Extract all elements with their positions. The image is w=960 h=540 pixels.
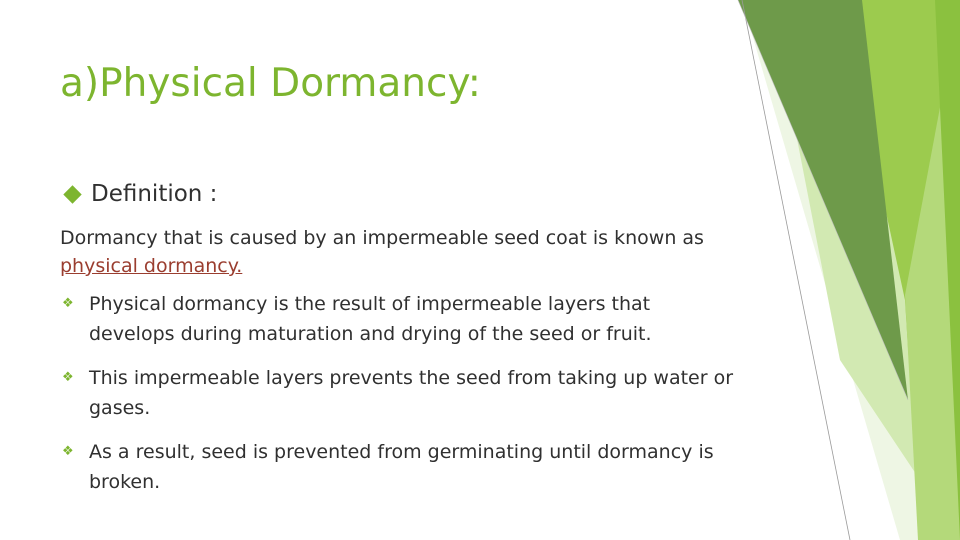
- definition-heading: [60, 176, 217, 212]
- v-bullet-icon: ❖: [62, 444, 74, 459]
- bullet-text: Physical dormancy is the result of impermeable layers that develops during maturation and drying of the seed or fruit.: [89, 293, 652, 345]
- definition-text-body: Dormancy that is caused by an impermeable seed coat is known as: [60, 227, 704, 249]
- list-item: [60, 363, 740, 423]
- bullet-list: [60, 289, 740, 497]
- diamond-bullet-icon: [63, 185, 81, 203]
- definition-text: [60, 224, 740, 280]
- definition-label: Definition :: [91, 181, 218, 207]
- list-item: [60, 437, 740, 497]
- physical-dormancy-link[interactable]: physical dormancy.: [60, 255, 243, 277]
- list-item: [60, 289, 740, 349]
- bullet-text: This impermeable layers prevents the seed from taking up water or gases.: [89, 367, 734, 419]
- v-bullet-icon: ❖: [62, 370, 74, 385]
- bullet-text: As a result, seed is prevented from germinating until dormancy is broken.: [89, 441, 714, 493]
- v-bullet-icon: ❖: [62, 296, 74, 311]
- slide-title: a)Physical Dormancy:: [60, 61, 481, 106]
